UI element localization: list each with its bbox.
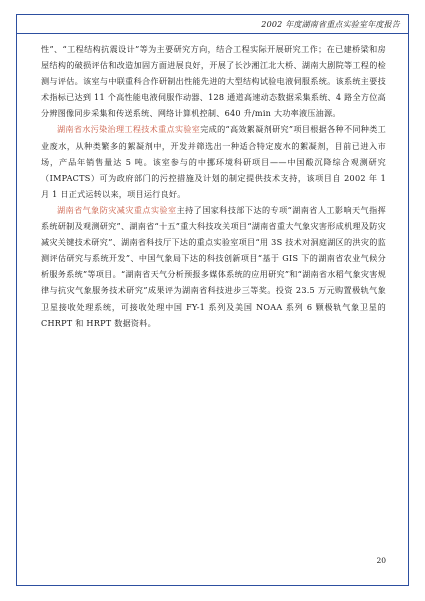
lab-name-water-pollution: 湖南省水污染治理工程技术重点实验室 xyxy=(57,124,201,135)
paragraph-water-pollution-lab xyxy=(41,121,386,201)
page-number: 20 xyxy=(376,556,386,565)
page-header xyxy=(17,19,408,34)
lab-name-meteorology: 湖南省气象防灾减灾重点实验室 xyxy=(57,204,177,215)
report-body xyxy=(41,41,386,331)
paragraph-meteorology-lab xyxy=(41,202,386,331)
header-title: 2002 年度湖南省重点实验室年度报告 xyxy=(261,20,400,29)
page-frame xyxy=(16,14,409,586)
paragraph-text: 主持了国家科技部下达的专项“湖南省人工影响天气指挥系统研制及观测研究”、湖南省“十五”重大科技攻关项目“湖南省重大气象灾害形成机理及防灾减灾关键技术研究”、湖南省科技厅下达的重点实验室项目“用 3S 技术对洞庭湖区的洪灾的监测评估研究与系统开发”、中国气象局下达的科技创新项目“基于 GIS 下的湖南省农业气候分析服务系统”等项目。“湖南省天气分析预报多媒体系统的应用研究”和“湖南省水稻气象灾害规律与抗灾气象服务技术研究”成果评为湖南省科技进步三等奖。投资 23.5 万元购置极轨气象卫星接收处理系统，可接收处理中国 FY-1 系列及美国 NOAA 系列 6 颗极轨气象卫星的 CHRPT 和 HRPT 数据资料。 xyxy=(41,204,386,328)
paragraph-text: 性”、“工程结构抗震设计”等为主要研究方向，结合工程实际开展研究工作；在已建桥梁和房屋结构的破损评估和改造加固方面进展良好，开展了长沙湘江北大桥、湖南大剧院等工程的检测与评估。该室与中联重科合作研制出性能先进的大型结构试验电液伺服系统。该系统主要技术指标已达到 11 个高性能电液伺服作动器、128 通道高速动态数据采集系统、4 路全方位高分辨图像同步采集和传送系统、网络计算机控制、640 升/min 大功率液压油源。 xyxy=(41,44,386,119)
paragraph-text: 完成的“高效絮凝剂研究”项目根据各种不同种类工业废水，从种类繁多的絮凝剂中，开发并筛选出一种适合特定废水的絮凝剂，目前已进入市场，产品年销售量达 5 吨。该室参与的中挪环境科研项目——中国酸沉降综合观测研究（IMPACTS）可为政府部门的污控措施及计划的制定提供技术支持，该项目自 2002 年 1 月 1 日正式运转以来，项目运行良好。 xyxy=(41,124,386,199)
paragraph-structure-lab xyxy=(41,41,386,121)
